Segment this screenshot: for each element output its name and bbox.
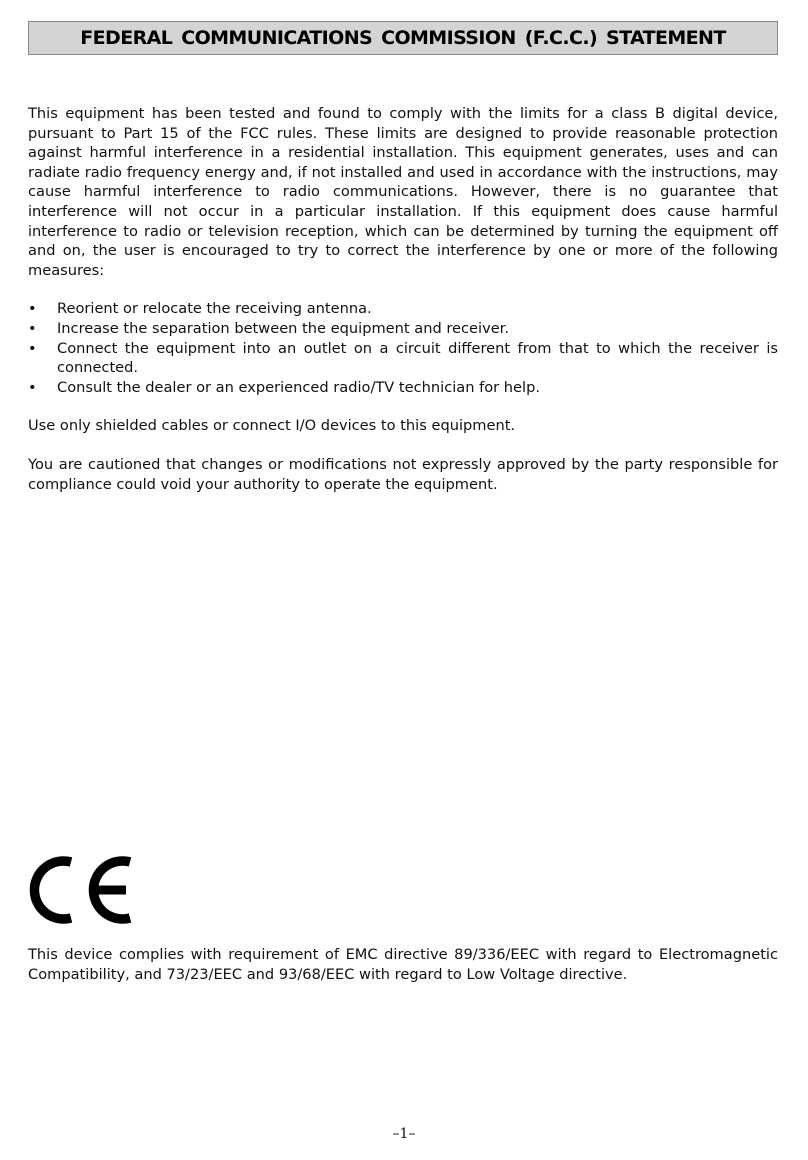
list-item [28, 299, 778, 319]
bullet-icon: • [28, 339, 37, 357]
page-number: –1– [392, 1126, 416, 1142]
list-item [28, 319, 778, 339]
list-item-text: Reorient or relocate the receiving antenna. [57, 300, 372, 318]
ce-mark-icon [26, 852, 136, 928]
list-item-text: Increase the separation between the equipment and receiver. [57, 319, 509, 337]
bullet-icon: • [28, 319, 37, 337]
measures-list [28, 299, 778, 397]
title-banner [28, 21, 778, 55]
page-title: FEDERAL COMMUNICATIONS COMMISSION (F.C.C.) STATEMENT [80, 27, 726, 49]
list-item [28, 378, 778, 398]
shielded-cables-paragraph: Use only shielded cables or connect I/O devices to this equipment. [28, 417, 516, 435]
list-item-text: Consult the dealer or an experienced radio/TV technician for help. [57, 378, 540, 396]
caution-paragraph: You are cautioned that changes or modifications not expressly approved by the party responsible for compliance could void your authority to operate the equipment. [28, 455, 778, 493]
emc-compliance-statement: This device complies with requirement of EMC directive 89/336/EEC with regard to Electromagnetic Compatibility, and 73/23/EEC and 93/68/EEC with regard to Low Voltage directive. [28, 946, 778, 983]
bullet-icon: • [28, 300, 37, 318]
list-item [28, 339, 778, 378]
fcc-statement-body [28, 104, 778, 513]
intro-paragraph: This equipment has been tested and found to comply with the limits for a class B digital device, pursuant to Part 15 of the FCC rules. These limits are designed to provide reasonable protection against harmful interference in a residential installation. This equipment generates, uses and can radiate radio frequency energy and, if not installed and used in accordance with the instructions, may cause harmful interference to radio communications. However, there is no guarantee that interference will not occur in a particular installation. If this equipment does cause harmful interference to radio or television reception, which can be determined by turning the equipment off and on, the user is encouraged to try to correct the interference by one or more of the following measures: [28, 105, 778, 279]
bullet-icon: • [28, 378, 37, 396]
list-item-text: Connect the equipment into an outlet on a circuit different from that to which the receiver is connected. [57, 339, 778, 377]
